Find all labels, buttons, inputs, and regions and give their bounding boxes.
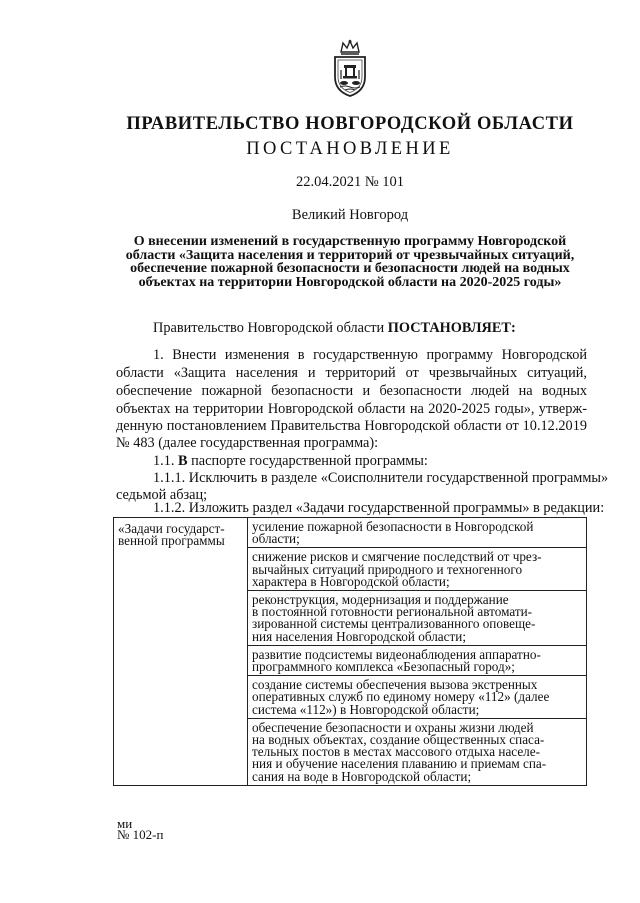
task-item — [248, 591, 586, 646]
heading-line: объектах на территории Новгородской области на 2020-2025 годы» — [138, 274, 562, 290]
table-label-cell — [114, 518, 248, 786]
task-line: на водных объектах, создание общественных спаса- — [252, 732, 545, 748]
paragraph-1-line: 1. Внести изменения в государственную программу Новгородской — [153, 347, 587, 363]
task-line: система «112») в Новгородской области; — [252, 701, 480, 717]
paragraph-1-line: № 483 (далее государственная программа): — [116, 435, 379, 451]
task-line: тельных постов в местах массового отдыха населе- — [252, 744, 540, 760]
task-item — [248, 518, 586, 548]
heading-line: области «Защита населения и территорий от чрезвычайных ситуаций, — [125, 247, 575, 263]
task-line: развитие подсистемы видеонаблюдения аппаратно- — [252, 646, 541, 662]
task-line: сания на воде в Новгородской области; — [252, 768, 472, 784]
paragraph-1-line: денную постановлением Правительства Новгородской области от 10.12.2019 — [116, 418, 587, 434]
coat-of-arms-icon — [329, 39, 371, 99]
task-line: обеспечение безопасности и охраны жизни людей — [252, 719, 534, 735]
paragraph-1-1-1-line: седьмой абзац; — [116, 487, 208, 503]
paragraph-1-line: обеспечение пожарной безопасности и безопасности людей на водных — [116, 383, 587, 399]
heading-line: обеспечение пожарной безопасности и безопасности людей на водных — [130, 261, 570, 277]
paragraph-1-1-2: 1.1.2. Изложить раздел «Задачи государственной программы» в редакции: — [153, 500, 605, 516]
document-type: ПОСТАНОВЛЕНИЕ — [246, 139, 454, 159]
task-line: снижение рисков и смягчение последствий от чрез- — [252, 549, 542, 565]
city-name: Великий Новгород — [291, 207, 409, 223]
task-line: вычайных ситуаций природного и техногенного — [252, 561, 523, 577]
paragraph-1-1 — [153, 453, 428, 469]
task-line: создание системы обеспечения вызова экстренных — [252, 677, 538, 693]
paragraph-1-line: области «Защита населения и территорий от чрезвычайных ситуаций, — [116, 365, 587, 381]
heading-line: О внесении изменений в государственную программу Новгородской — [133, 234, 567, 249]
task-line: зированной системы централизованного оповеще- — [252, 616, 536, 632]
item-text: паспорте государственной программы: — [187, 453, 428, 469]
document-heading — [118, 235, 582, 289]
paragraph-1-line: объектах на территории Новгородской области на 2020-2025 годы», утверж- — [116, 401, 587, 417]
preamble-decree-word: ПОСТАНОВЛЯЕТ: — [387, 320, 516, 336]
task-line: характера в Новгородской области; — [252, 573, 450, 589]
task-item — [248, 719, 586, 785]
paragraph-1-1-1-line: 1.1.1. Исключить в разделе «Соисполнители государственной программы» — [153, 470, 609, 486]
task-line: ния населения Новгородской области; — [252, 628, 466, 644]
task-line: программного комплекса «Безопасный город»; — [252, 659, 515, 675]
date-and-number: 22.04.2021 № 101 — [295, 174, 405, 190]
task-line: усиление пожарной безопасности в Новгородской — [252, 519, 534, 534]
item-number: 1.1. — [153, 453, 179, 469]
task-item — [248, 548, 586, 591]
table-label-line: венной программы — [118, 533, 225, 549]
task-line: ния и обучение населения плаванию и приемам спа- — [252, 756, 547, 772]
task-line: в постоянной готовности региональной автомати- — [252, 604, 533, 620]
task-item — [248, 676, 586, 719]
table-tasks-cell — [248, 518, 587, 786]
footer-initials: ми — [117, 816, 133, 831]
task-item — [248, 646, 586, 676]
task-line: оперативных служб по единому номеру «112» (далее — [252, 689, 550, 705]
preamble-text: Правительство Новгородской области — [153, 320, 388, 336]
item-bold-word: В — [178, 453, 188, 469]
task-line: реконструкция, модернизация и поддержание — [252, 592, 509, 608]
organization-title: ПРАВИТЕЛЬСТВО НОВГОРОДСКОЙ ОБЛАСТИ — [126, 114, 574, 134]
tasks-table — [113, 517, 587, 786]
preamble — [153, 320, 516, 336]
footer-doc-number: № 102-п — [117, 827, 164, 842]
table-label-line: «Задачи государст- — [118, 521, 225, 536]
task-line: области; — [252, 531, 300, 547]
